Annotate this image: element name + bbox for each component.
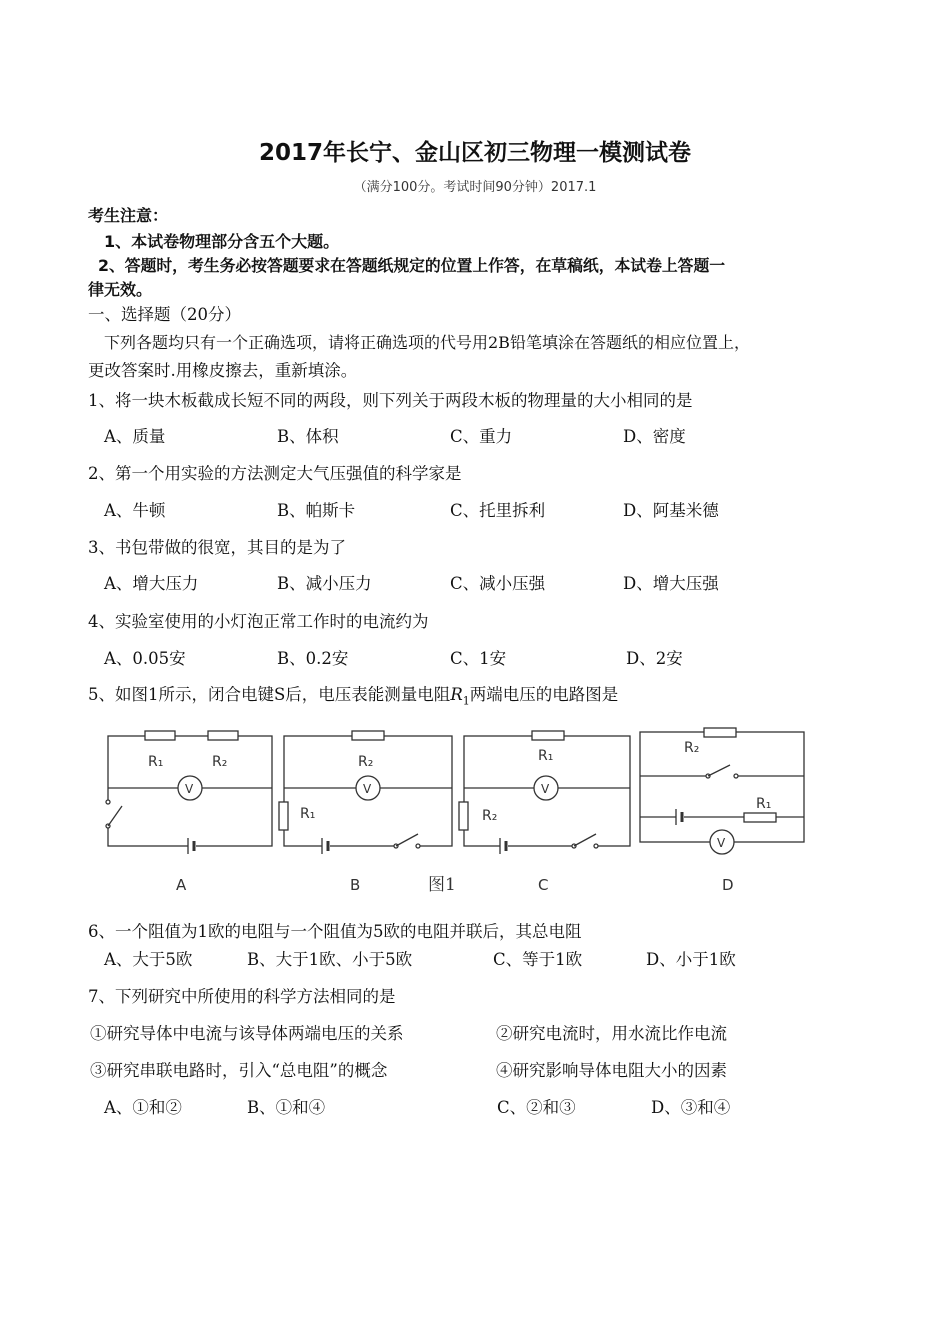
circuit-a-r1 xyxy=(145,731,175,740)
notice-heading: 考生注意： xyxy=(88,206,169,225)
question-4: 4、实验室使用的小灯泡正常工作时的电流约为 xyxy=(88,612,429,631)
label-d-r1: R₁ xyxy=(756,796,772,812)
page-title: 2017年长宁、金山区初三物理一模测试卷 xyxy=(258,140,691,166)
question-7: 7、下列研究中所使用的科学方法相同的是 xyxy=(88,987,396,1006)
q6-option-b: B、大于1欧、小于5欧 xyxy=(247,950,413,969)
circuit-a-switch xyxy=(108,806,122,826)
q3-option-d: D、增大压强 xyxy=(623,574,719,593)
notice-item-2-cont: 律无效。 xyxy=(88,280,153,299)
q7-option-b: B、①和④ xyxy=(247,1098,326,1117)
q2-option-d: D、阿基米德 xyxy=(623,501,719,520)
q2-option-b: B、帕斯卡 xyxy=(277,501,356,520)
question-3: 3、书包带做的很宽，其目的是为了 xyxy=(88,538,346,557)
label-a-meter: V xyxy=(185,782,194,796)
label-b-meter: V xyxy=(363,782,372,796)
q6-option-c: C、等于1欧 xyxy=(493,950,583,969)
q6-option-a: A、大于5欧 xyxy=(104,950,193,969)
circuit-c-switch xyxy=(574,834,596,846)
question-1: 1、将一块木板截成长短不同的两段，则下列关于两段木板的物理量的大小相同的是 xyxy=(88,391,693,410)
q5-subscript: 1 xyxy=(462,694,470,708)
q1-option-d: D、密度 xyxy=(623,427,686,446)
q7-option-a: A、①和② xyxy=(104,1098,182,1117)
section-heading: 一、选择题（20分） xyxy=(88,305,241,324)
question-6: 6、一个阻值为1欧的电阻与一个阻值为5欧的电阻并联后，其总电阻 xyxy=(88,922,582,941)
circuit-b-r1 xyxy=(279,802,288,830)
circuit-label-b: B xyxy=(350,876,361,894)
label-c-meter: V xyxy=(541,782,550,796)
q5-text-post: 两端电压的电路图是 xyxy=(469,685,619,704)
figure-1-circuits xyxy=(100,722,830,902)
notice-item-2: 2、答题时，考生务必按答题要求在答题纸规定的位置上作答，在草稿纸，本试卷上答题一 xyxy=(98,256,726,275)
q3-option-a: A、增大压力 xyxy=(104,574,199,593)
q5-text-pre: 5、如图1所示，闭合电键S后，电压表能测量电阻 xyxy=(88,685,451,704)
q5-variable: R xyxy=(450,685,463,704)
exam-info: （满分100分。考试时间90分钟）2017.1 xyxy=(353,180,597,195)
q7-item-1: ①研究导体中电流与该导体两端电压的关系 xyxy=(90,1024,404,1043)
circuit-c-r1 xyxy=(532,731,564,740)
figure-caption: 图1 xyxy=(428,875,456,895)
circuit-d-switch xyxy=(708,765,730,776)
circuit-label-d: D xyxy=(722,876,734,894)
circuit-a-r2 xyxy=(208,731,238,740)
label-b-r1: R₁ xyxy=(300,806,316,822)
q2-option-a: A、牛顿 xyxy=(104,501,166,520)
q7-item-4: ④研究影响导体电阻大小的因素 xyxy=(496,1061,727,1080)
label-c-r1: R₁ xyxy=(538,748,554,764)
q4-option-a: A、0.05安 xyxy=(104,649,186,668)
q4-option-c: C、1安 xyxy=(450,649,507,668)
question-5 xyxy=(88,681,618,707)
q3-option-c: C、减小压强 xyxy=(450,574,546,593)
q7-option-d: D、③和④ xyxy=(651,1098,731,1117)
circuit-label-c: C xyxy=(538,876,549,894)
q3-option-b: B、减小压力 xyxy=(277,574,372,593)
q4-option-d: D、2安 xyxy=(626,649,683,668)
q1-option-c: C、重力 xyxy=(450,427,513,446)
section-instructions: 下列各题均只有一个正确选项，请将正确选项的代号用2B铅笔填涂在答题纸的相应位置上， xyxy=(104,333,750,352)
q7-option-c: C、②和③ xyxy=(497,1098,576,1117)
notice-item-1: 1、本试卷物理部分含五个大题。 xyxy=(104,232,340,251)
label-a-r1: R₁ xyxy=(148,754,164,770)
label-d-meter: V xyxy=(717,836,726,850)
question-2: 2、第一个用实验的方法测定大气压强值的科学家是 xyxy=(88,464,462,483)
circuit-b-r2 xyxy=(352,731,384,740)
q2-option-c: C、托里拆利 xyxy=(450,501,546,520)
q4-option-b: B、0.2安 xyxy=(277,649,349,668)
section-instructions-cont: 更改答案时.用橡皮擦去，重新填涂。 xyxy=(88,361,358,380)
label-a-r2: R₂ xyxy=(212,754,228,770)
label-d-r2: R₂ xyxy=(684,740,700,756)
q1-option-a: A、质量 xyxy=(104,427,166,446)
circuit-label-a: A xyxy=(176,876,187,894)
q1-option-b: B、体积 xyxy=(277,427,339,446)
q6-option-d: D、小于1欧 xyxy=(646,950,736,969)
circuit-d-r2 xyxy=(704,728,736,737)
circuit-diagrams xyxy=(100,722,830,902)
label-b-r2: R₂ xyxy=(358,754,374,770)
label-c-r2: R₂ xyxy=(482,808,498,824)
circuit-c-r2 xyxy=(459,802,468,830)
q7-item-3: ③研究串联电路时，引入“总电阻”的概念 xyxy=(90,1061,388,1080)
circuit-b-switch xyxy=(396,834,418,846)
circuit-d-r1 xyxy=(744,813,776,822)
q7-item-2: ②研究电流时，用水流比作电流 xyxy=(496,1024,727,1043)
